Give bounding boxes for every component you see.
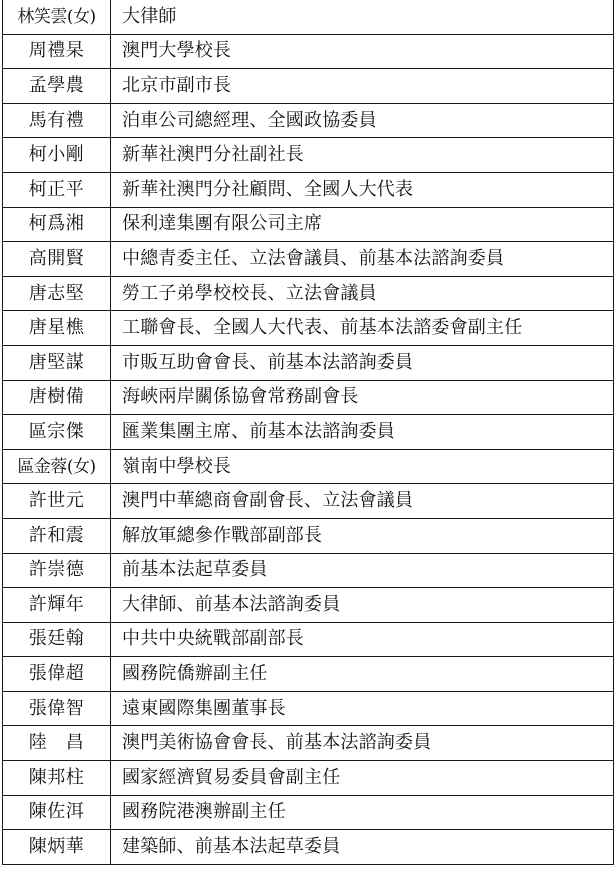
table-row [3, 0, 614, 34]
table-row [3, 830, 614, 865]
member-position: 中共中央統戰部副部長 [111, 622, 614, 657]
table-row [3, 588, 614, 623]
member-name: 馬有禮 [3, 103, 111, 138]
member-name: 區宗傑 [3, 415, 111, 450]
member-position: 市販互助會會長、前基本法諮詢委員 [111, 345, 614, 380]
member-name: 林笑雲(女) [3, 0, 111, 34]
member-position: 北京市副市長 [111, 69, 614, 104]
member-position: 澳門大學校長 [111, 34, 614, 69]
table-row [3, 415, 614, 450]
member-name: 唐堅謀 [3, 345, 111, 380]
member-name: 唐樹備 [3, 380, 111, 415]
member-name: 陳炳華 [3, 830, 111, 865]
table-row [3, 103, 614, 138]
member-name: 張廷翰 [3, 622, 111, 657]
table-row [3, 657, 614, 692]
member-name: 許崇德 [3, 553, 111, 588]
table-row [3, 449, 614, 484]
member-position: 嶺南中學校長 [111, 449, 614, 484]
member-position: 澳門美術協會會長、前基本法諮詢委員 [111, 726, 614, 761]
member-name: 高開賢 [3, 242, 111, 277]
member-position: 中總青委主任、立法會議員、前基本法諮詢委員 [111, 242, 614, 277]
table-row [3, 726, 614, 761]
table-row [3, 34, 614, 69]
table-row [3, 518, 614, 553]
member-name: 區金蓉(女) [3, 449, 111, 484]
member-position: 保利達集團有限公司主席 [111, 207, 614, 242]
member-name: 許和震 [3, 518, 111, 553]
member-name: 許輝年 [3, 588, 111, 623]
member-name: 許世元 [3, 484, 111, 519]
member-position: 工聯會長、全國人大代表、前基本法諮委會副主任 [111, 311, 614, 346]
table-row [3, 484, 614, 519]
member-name: 陸 昌 [3, 726, 111, 761]
table-row [3, 138, 614, 173]
member-position: 大律師、前基本法諮詢委員 [111, 588, 614, 623]
member-position: 匯業集團主席、前基本法諮詢委員 [111, 415, 614, 450]
member-name: 周禮杲 [3, 34, 111, 69]
member-position: 新華社澳門分社副社長 [111, 138, 614, 173]
member-name: 陳佐洱 [3, 795, 111, 830]
member-name: 柯爲湘 [3, 207, 111, 242]
table-row [3, 345, 614, 380]
table-row [3, 242, 614, 277]
member-position: 勞工子弟學校校長、立法會議員 [111, 276, 614, 311]
member-position: 解放軍總參作戰部副部長 [111, 518, 614, 553]
member-name: 張偉智 [3, 691, 111, 726]
member-position: 澳門中華總商會副會長、立法會議員 [111, 484, 614, 519]
table-row [3, 553, 614, 588]
member-name: 柯小剛 [3, 138, 111, 173]
table-row [3, 311, 614, 346]
member-position: 國務院港澳辦副主任 [111, 795, 614, 830]
table-row [3, 172, 614, 207]
member-name: 張偉超 [3, 657, 111, 692]
table-row [3, 69, 614, 104]
table-row [3, 276, 614, 311]
member-roster-table [2, 0, 614, 865]
member-name: 孟學農 [3, 69, 111, 104]
member-name: 唐星樵 [3, 311, 111, 346]
member-position: 遠東國際集團董事長 [111, 691, 614, 726]
member-position: 前基本法起草委員 [111, 553, 614, 588]
member-position: 海峽兩岸關係協會常務副會長 [111, 380, 614, 415]
table-row [3, 207, 614, 242]
member-position: 國家經濟貿易委員會副主任 [111, 761, 614, 796]
member-position: 國務院僑辦副主任 [111, 657, 614, 692]
table-row [3, 795, 614, 830]
member-roster-body [3, 0, 614, 864]
member-name: 陳邦柱 [3, 761, 111, 796]
table-row [3, 691, 614, 726]
member-position: 新華社澳門分社顧問、全國人大代表 [111, 172, 614, 207]
member-position: 建築師、前基本法起草委員 [111, 830, 614, 865]
member-name: 唐志堅 [3, 276, 111, 311]
table-row [3, 622, 614, 657]
member-name: 柯正平 [3, 172, 111, 207]
table-row [3, 380, 614, 415]
table-row [3, 761, 614, 796]
member-position: 泊車公司總經理、全國政協委員 [111, 103, 614, 138]
member-position: 大律師 [111, 0, 614, 34]
